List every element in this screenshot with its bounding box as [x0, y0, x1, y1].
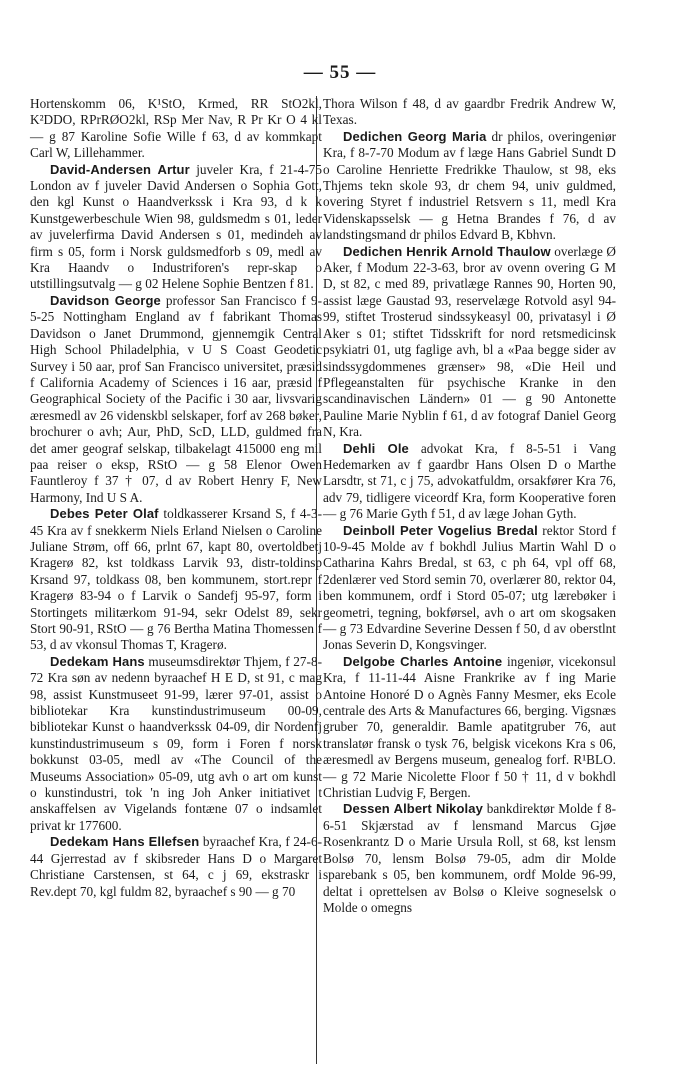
- entry-text: advokat Kra, f 8-5-51 i Vang Hedemarken av f gaardbr Hans Olsen D o Marthe Larsdtr, st 71, c j 75, advokatfuldm, orsakfører Kra 76, adv 79, tidligere viceordf Kra, form Kooperative foren — g 76 Marie Gyth f 51, d av læge Johan Gyth.: [323, 440, 617, 522]
- entry: [323, 654, 616, 802]
- entry-name: Dehli Ole: [343, 440, 409, 456]
- entry-text: overlæge Ø Aker, f Modum 22-3-63, bror av ovenn overing G M D, st 82, c med 89, privatlæge Rannes 90, Horten 90, assist læge Gaustad 93, reservelæge Rotvold asyl 94-99, stiftet Trosterud sindssykeasyl 00, privatasyl i Ø Aker s 01; stiftet Tidsskrift for nord retsmedicinsk psykiatri 01, utg faglige avh, bl a «Paa begge sider av sindssygdommenes grænser» 98, «Die Heil und Pflegeanstalten für psychische Kranke in den scandinavischen Ländern» 01 — g 90 Antonette Pauline Marie Nyblin f 61, d av fotograf Daniel Georg N, Kra.: [323, 243, 616, 440]
- entry-text: byraachef Kra, f 24-6-44 Gjerrestad av f skibsreder Hans D o Margaret Christiane Carstensen, st 64, c j 69, ekstraskr i Rev.dept 70, kgl fuldm 82, byraachef s 90 — g 70: [30, 834, 323, 899]
- entry-name: Deinboll Peter Vogelius Bredal: [343, 522, 538, 538]
- entry-text: rektor Stord f 10-9-45 Molde av f bokhdl Julius Martin Wahl D o Catharina Kahrs Bredal, st 63, c ph 64, vpl off 68, 2denlærer ved Stord semin 70, overlærer 80, rektor 04, ben kommunem, ordf i Stord 05-07; utg lærebøker i geometri, tegning, bokførsel, avh o art om skogsaken — g 73 Edvardine Severine Dessen f 50, d av oberstlnt Jonas Severin D, Kongsvinger.: [323, 522, 616, 653]
- entry-text: bankdirektør Molde f 8-6-51 Skjærstad av f lensmand Marcus Gjøe Rosenkrantz D o Marie Ursula Roll, st 68, kst lensm Bolsø 70, lensm Bolsø 79-05, adm dir Molde sparebank s 05, ben kommunem, ordf Molde 96-99, deltat i oprettelsen av Bolsø o Kleive sogneselsk o Molde o omegns: [323, 801, 616, 915]
- entry-text: dr philos, overingeniør Kra, f 8-7-70 Modum av f læge Hans Gabriel Sundt D o Caroline Henriette Fredrikke Thaulow, st 98, eks Thjems tekn skole 93, dr chem 94, univ guldmed, overing Styret f industriel Retsvern s 11, medl Kra Videnskapsselsk — g Hetna Brandes f 76, d av landstingsmand dr philos Edvard B, Kbhvn.: [323, 128, 617, 243]
- entry-text: toldkasserer Krsand S, f 4-3-45 Kra av f snekkerm Niels Erland Nielsen o Caroline Juliane Strøm, off 66, prlnt 67, kapt 80, overtoldbetj Kragerø 82, kst toldkass Larvik 93, distr-toldinsp Krsand 97, toldkass 08, ben kommunem, stort.repr f Kragerø 83-94 o f Larvik o Sandefj 95-97, form i Stortingets militærkom 91-94, sekr Odelst 89, sekr Stort 90-91, RStO — g 76 Bertha Matina Thomessen f 53, d av vkonsul Thomas T, Kragerø.: [30, 506, 322, 653]
- entry-name: Davidson George: [50, 292, 161, 308]
- entry: [323, 441, 616, 523]
- left-column: [30, 96, 322, 900]
- entry-name: Delgobe Charles Antoine: [343, 653, 503, 669]
- entry: [30, 506, 322, 654]
- entry: [323, 244, 616, 441]
- entry-text: Thora Wilson f 48, d av gaardbr Fredrik Andrew W, Texas.: [323, 96, 616, 128]
- entry: [323, 801, 616, 916]
- entry: [30, 654, 322, 834]
- right-column: [323, 96, 616, 916]
- entry-text: Hortenskomm 06, K¹StO, Krmed, RR StO2kl, K²DDO, RPrRØO2kl, RSp Mer Nav, R Pr Kr O 4 kl — g 87 Karoline Sofie Wille f 63, d av kommkapt Carl W, Lillehammer.: [30, 96, 322, 161]
- entry: [323, 129, 616, 244]
- entry-text: juveler Kra, f 21-4-75 London av f juveler David Andersen o Sophia Gott, den kgl Kunst o Haandverkssk i Kra 93, d k k Kunstgewerbeschule Wien 98, guldsmedm s 01, leder av juvelerfirma David Andersen s 01, medindeh av firm s 05, form i Norsk guldsmedforb s 09, medl av Kra Haandv o Industriforen's repr-skap o utstillingsutvalg — g 02 Helene Sophie Bentzen f 81.: [30, 161, 322, 292]
- entry: [30, 96, 322, 162]
- entry: [30, 834, 322, 900]
- entry-name: Debes Peter Olaf: [50, 506, 159, 522]
- entry: [323, 96, 616, 129]
- entry: [30, 162, 322, 293]
- entry-name: Dedichen Georg Maria: [343, 128, 487, 144]
- entry-text: professor San Francisco f 9-5-25 Nottingham England av f fabrikant Thomas Davidson o Janet Drummond, gjennemgik Central High School Philadelphia, v U S Coast Geodetic Survey i 50 aar, prof San Francisco universitet, præsid f California Academy of Sciences i 16 aar, præsid f Geographical Society of the Pacific i 30 aar, livsvarig æresmedl av 26 videnskbl selskaper, forf av 268 bøker, brochurer o avh; Aur, PhD, ScD, LLD, guldmed fra det amer geograf selskap, tilbakelagt 415000 eng mil paa reiser o eksp, RStO — g 58 Elenor Owen Fauntleroy f 37 † 07, d av Robert Henry F, New Harmony, Ind U S A.: [30, 292, 322, 505]
- entry-name: Dedichen Henrik Arnold Thaulow: [343, 243, 551, 259]
- page-number: — 55 —: [303, 62, 377, 83]
- entry: [323, 523, 616, 654]
- entry-name: Dessen Albert Nikolay: [343, 801, 483, 817]
- entry-name: Dedekam Hans: [50, 653, 145, 669]
- entry-name: Dedekam Hans Ellefsen: [50, 834, 200, 850]
- entry-name: David-Andersen Artur: [50, 161, 190, 177]
- entry-text: museumsdirektør Thjem, f 27-8-72 Kra søn av nedenn byraachef H E D, st 91, c mag 98, assist Kunstmuseet 91-99, lærer 97-01, assist o bibliotekar Kra kunstindustrimuseum 00-09, bibliotekar Kunst o haandverkssk 04-09, dir Nordenfj kunstindustrimuseum s 09, form i Foren f norsk bokkunst 03-05, medl av «The Council of the Museums Association» 05-09, utg avh o art om kunst o kunstindustri, tok 'n ing Joh Anker initiativet t anskaffelsen av Vigelands fontæne 07 o indsamlet privat kr 177600.: [30, 653, 322, 833]
- entry-text: ingeniør, vicekonsul Kra, f 11-11-44 Aisne Frankrike av f ing Marie Antoine Honoré D o Agnès Fanny Mesmer, eks Ecole centrale des Arts & Manufactures 66, berging. Vigsnæs gruber 70, generaldir. Bamle apatitgruber 76, aut translatør fransk o tysk 76, belgisk vicekons Kra s 06, æresmedl av Bergens museum, genealog forf. R¹BLO. — g 72 Marie Nicolette Floor f 50 † 11, d v bokhdl Christian Ludvig F, Bergen.: [323, 653, 616, 801]
- entry: [30, 293, 322, 506]
